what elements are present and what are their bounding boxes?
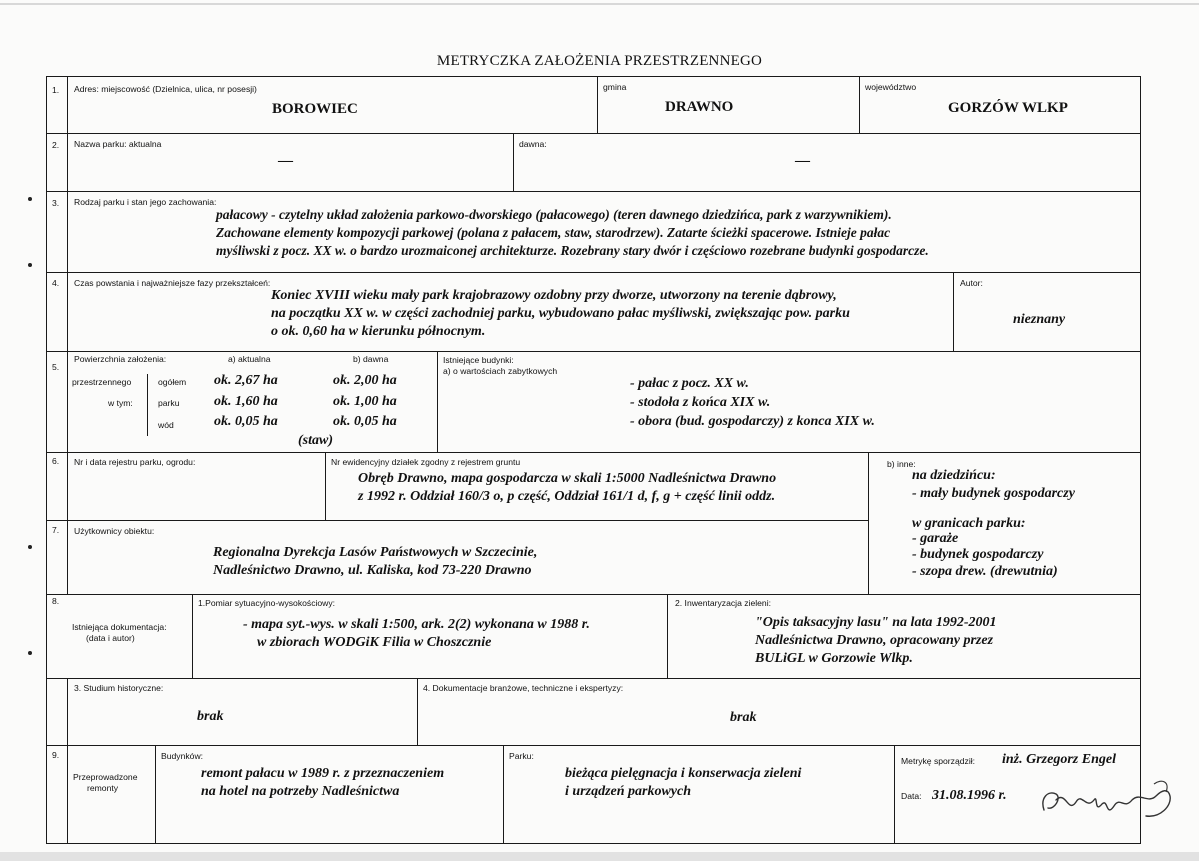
other-buildings-label: b) inne: xyxy=(887,459,916,469)
area-row-park: parku xyxy=(158,398,180,408)
date-value: 31.08.1996 r. xyxy=(932,788,1007,803)
park-renovation-line: bieżąca pielęgnacja i konserwacja zieleni xyxy=(565,766,802,781)
buildings-renovation-line: na hotel na potrzeby Nadleśnictwa xyxy=(201,784,400,799)
table-rule xyxy=(46,745,1140,746)
other-building-line: na dziedzińcu: xyxy=(912,468,996,483)
buildings-renovation-line: remont pałacu w 1989 r. z przeznaczeniem xyxy=(201,766,445,781)
park-old-name-label: dawna: xyxy=(519,139,547,149)
table-rule xyxy=(46,191,1140,192)
table-rule xyxy=(859,76,860,133)
row-number: 4. xyxy=(52,278,60,288)
park-type-label: Rodzaj parku i stan jego zachowania: xyxy=(74,197,217,207)
park-type-line: pałacowy - czytelny układ założenia parkowo-dworskiego (pałacowego) (teren dawnego dziedzińca, park z warzywnikiem). xyxy=(216,207,892,222)
table-rule xyxy=(46,76,1140,77)
table-rule xyxy=(597,76,598,133)
table-rule xyxy=(46,351,1140,352)
area-current-water: ok. 0,05 ha xyxy=(214,414,278,429)
table-rule xyxy=(67,678,68,844)
other-building-line: - garaże xyxy=(912,531,959,546)
park-renovation-label: Parku: xyxy=(509,751,534,761)
users-label: Użytkownicy obiektu: xyxy=(74,526,155,536)
area-col-current: a) aktualna xyxy=(228,354,271,364)
area-row-water: wód xyxy=(158,420,174,430)
page-title: METRYCZKA ZAŁOŻENIA PRZESTRZENNEGO xyxy=(436,53,763,69)
building-item: - pałac z pocz. XX w. xyxy=(630,376,749,391)
area-pond-note: (staw) xyxy=(298,433,333,448)
history-line: o ok. 0,60 ha w kierunku północnym. xyxy=(271,324,486,339)
buildings-sub-label: a) o wartościach zabytkowych xyxy=(443,366,558,376)
survey-line: - mapa syt.-wys. w skali 1:500, ark. 2(2) wykonana w 1988 r. xyxy=(243,617,590,632)
table-rule xyxy=(147,374,148,436)
table-rule xyxy=(894,745,895,843)
signature-image xyxy=(1036,770,1176,826)
area-col-former: b) dawna xyxy=(353,354,389,364)
other-building-line: - budynek gospodarczy xyxy=(912,547,1044,562)
documentation-sub-label: (data i autor) xyxy=(86,633,135,643)
gmina-label: gmina xyxy=(603,82,627,92)
scan-edge-top xyxy=(0,3,1199,5)
row-number: 1. xyxy=(52,85,60,95)
other-building-line: w granicach parku: xyxy=(912,516,1026,531)
address-value: BOROWIEC xyxy=(272,101,358,117)
buildings-label: Istniejące budynki: xyxy=(443,355,514,365)
table-rule xyxy=(46,76,47,844)
table-rule xyxy=(417,678,418,745)
building-item: - obora (bud. gospodarczy) z konca XIX w. xyxy=(630,414,875,429)
table-rule xyxy=(868,452,869,594)
park-name-value: — xyxy=(278,153,293,169)
historical-study-value: brak xyxy=(197,709,224,724)
users-line: Nadleśnictwo Drawno, ul. Kaliska, kod 73-220 Drawno xyxy=(213,563,532,578)
other-building-line: - mały budynek gospodarczy xyxy=(912,486,1075,501)
area-row-including: w tym: xyxy=(108,398,133,408)
park-type-line: Zachowane elementy kompozycji parkowej (polana z pałacem, staw, starodrzew). Zatarte ścieżki spacerowe. Istnieje pałac xyxy=(216,225,891,240)
table-rule xyxy=(155,745,156,843)
renovations-sub-label: remonty xyxy=(87,783,119,793)
greenery-inventory-line: "Opis taksacyjny lasu" na lata 1992-2001 xyxy=(755,615,997,630)
hole-dot xyxy=(28,651,32,655)
author-label: Autor: xyxy=(960,278,983,288)
greenery-inventory-label: 2. Inwentaryzacja zieleni: xyxy=(675,598,772,608)
prepared-by-label: Metrykę sporządził: xyxy=(901,756,976,766)
renovations-label: Przeprowadzone xyxy=(73,772,138,782)
row-number: 2. xyxy=(52,140,60,150)
table-rule xyxy=(46,594,1140,595)
row-number: 7. xyxy=(52,525,60,535)
gmina-value: DRAWNO xyxy=(665,99,734,115)
row-number: 9. xyxy=(52,750,60,760)
area-current-park: ok. 1,60 ha xyxy=(214,394,278,409)
park-name-label: Nazwa parku: aktualna xyxy=(74,139,162,149)
hole-dot xyxy=(28,263,32,267)
voivodeship-value: GORZÓW WLKP xyxy=(948,100,1068,116)
table-rule xyxy=(46,133,1140,134)
row-number: 3. xyxy=(52,198,60,208)
table-rule xyxy=(667,594,668,678)
survey-line: w zbiorach WODGiK Filia w Choszcznie xyxy=(257,635,492,650)
historical-study-label: 3. Studium historyczne: xyxy=(74,683,164,693)
area-row-total: ogółem xyxy=(158,377,187,387)
parcel-line: z 1992 r. Oddział 160/3 o, p część, Oddział 161/1 d, f, g + część linii oddz. xyxy=(358,489,776,504)
park-type-line: myśliwski z pocz. XX w. o bardzo urozmaiconej architekturze. Rozebrany stary dwór i częściowo rozebrane budynki gospodarcze. xyxy=(216,243,929,258)
voivodeship-label: województwo xyxy=(865,82,917,92)
area-row-spatial: przestrzennego xyxy=(72,377,132,387)
row-number: 8. xyxy=(52,596,60,606)
greenery-inventory-line: Nadleśnictwa Drawno, opracowany przez xyxy=(755,633,994,648)
area-label: Powierzchnia założenia: xyxy=(74,354,167,364)
address-label: Adres: miejscowość (Dzielnica, ulica, nr posesji) xyxy=(74,84,257,94)
table-rule xyxy=(953,272,954,351)
park-old-name-value: — xyxy=(795,153,810,169)
documentation-label: Istniejąca dokumentacja: xyxy=(72,622,167,632)
other-building-line: - szopa drew. (drewutnia) xyxy=(912,564,1058,579)
area-former-park: ok. 1,00 ha xyxy=(333,394,397,409)
history-label: Czas powstania i najważniejsze fazy przekształceń: xyxy=(74,278,271,288)
history-line: Koniec XVIII wieku mały park krajobrazowy ozdobny przy dworze, utworzony na terenie dąbrowy, xyxy=(271,288,837,303)
table-rule xyxy=(437,351,438,452)
park-renovation-line: i urządzeń parkowych xyxy=(565,784,692,799)
buildings-renovation-label: Budynków: xyxy=(161,751,204,761)
table-rule xyxy=(46,452,1140,453)
table-rule xyxy=(513,133,514,191)
hole-dot xyxy=(28,197,32,201)
history-line: na początku XX w. w części zachodniej parku, wybudowano pałac myśliwski, zwiększając pow. parku xyxy=(271,306,850,321)
users-line: Regionalna Dyrekcja Lasów Państwowych w Szczecinie, xyxy=(213,545,538,560)
technical-docs-label: 4. Dokumentacje branżowe, techniczne i ekspertyzy: xyxy=(423,683,624,693)
author-value: nieznany xyxy=(1013,312,1066,327)
row-number: 5. xyxy=(52,362,60,372)
area-former-total: ok. 2,00 ha xyxy=(333,373,397,388)
area-former-water: ok. 0,05 ha xyxy=(333,414,397,429)
registry-label: Nr i data rejestru parku, ogrodu: xyxy=(74,457,196,467)
table-rule xyxy=(67,76,68,594)
table-rule xyxy=(325,452,326,520)
table-rule xyxy=(46,843,1140,844)
table-rule xyxy=(503,745,504,843)
row-number: 6. xyxy=(52,456,60,466)
table-rule xyxy=(1140,76,1141,844)
parcel-label: Nr ewidencyjny działek zgodny z rejestrem gruntu xyxy=(331,457,521,467)
table-rule xyxy=(46,272,1140,273)
greenery-inventory-line: BULiGL w Gorzowie Wlkp. xyxy=(755,651,913,666)
area-current-total: ok. 2,67 ha xyxy=(214,373,278,388)
date-label: Data: xyxy=(901,791,922,801)
parcel-line: Obręb Drawno, mapa gospodarcza w skali 1:5000 Nadleśnictwa Drawno xyxy=(358,471,777,486)
table-rule xyxy=(46,520,868,521)
scan-edge-bottom xyxy=(0,852,1199,861)
technical-docs-value: brak xyxy=(730,710,757,725)
table-rule xyxy=(192,594,193,678)
prepared-by-value: inż. Grzegorz Engel xyxy=(1002,752,1116,767)
table-rule xyxy=(46,678,1140,679)
hole-dot xyxy=(28,545,32,549)
building-item: - stodoła z końca XIX w. xyxy=(630,395,771,410)
survey-label: 1.Pomiar sytuacyjno-wysokościowy: xyxy=(198,598,336,608)
